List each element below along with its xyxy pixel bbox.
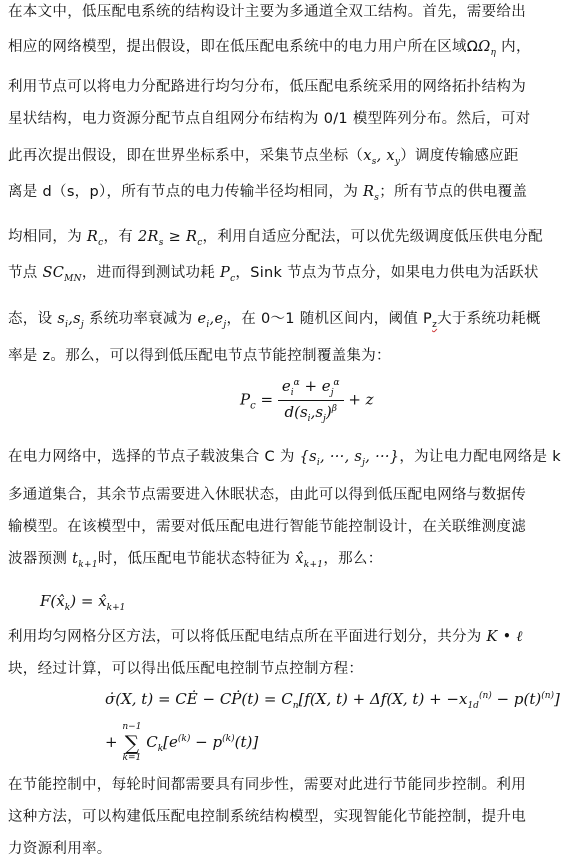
- paragraph-line: 利用节点可以将电力分配路进行均匀分布，低压配电系统采用的网络拓扑结构为: [8, 79, 526, 95]
- math-symbol: {$s_i$, ···, $s_j$, ···}: [299, 449, 400, 468]
- line-text: 系统功率衰减为: [88, 311, 193, 327]
- paragraph-line: 力资源利用率。: [8, 841, 112, 857]
- line-text: 波器预测: [8, 551, 68, 567]
- math-symbol: $\Omega_\eta$: [478, 39, 497, 58]
- paragraph-line: [8, 447, 561, 473]
- math-symbol: $x̂_{k+1}$: [295, 551, 324, 570]
- math-symbol: $x_s$, $x_y$: [363, 148, 401, 167]
- line-text: 在电力网络中，选择的节点子载波集合 C 为: [8, 449, 295, 465]
- paragraph-line: [8, 627, 523, 647]
- paragraph-line: 多通道集合，其余节点需要进入休眠状态，由此可以得到低压配电网络与数据传: [8, 487, 526, 503]
- paragraph-line: [8, 37, 531, 63]
- math-symbol: $SC_{MN}$: [42, 265, 82, 284]
- line-text: 利用均匀网格分区方法，可以将低压配电结点所在平面进行划分，共分为: [8, 629, 482, 645]
- math-symbol: K • ℓ: [486, 629, 523, 645]
- formula-pc: $P_c$ = $\frac{e_i^\alpha + e_j^\alpha}{d(s_i,s_j)^\beta}$ + z: [240, 377, 374, 424]
- paragraph-line: 在节能控制中，每轮时间都需要具有同步性，需要对此进行节能同步控制。利用: [8, 777, 526, 793]
- line-text: 态，设: [8, 311, 53, 327]
- line-text: ，在 0～1 随机区间内，阈值 P: [226, 311, 433, 327]
- formula-f: $F(x̂_k)$ = $x̂_{k+1}$: [40, 592, 126, 613]
- line-text: ，利用自适应分配法，可以优先级调度低压供电分配: [202, 229, 543, 245]
- paragraph-line: [8, 227, 543, 253]
- paragraph-line: [8, 146, 519, 172]
- math-symbol: $2R_s \ge R_c$: [138, 229, 203, 248]
- line-text: ）调度传输感应距: [400, 148, 519, 164]
- paragraph-line: 星状结构，电力资源分配节点自组网分布结构为 0/1 模型阵列分布。然后，可对: [8, 111, 531, 127]
- math-symbol: $R_c$: [86, 229, 104, 248]
- math-symbol: $R_s$: [363, 184, 380, 203]
- line-text: ；所有节点的供电覆盖: [379, 184, 528, 200]
- math-symbol: $s_i,s_j$: [57, 311, 85, 330]
- line-text: 此再次提出假设，即在世界坐标系中，采集节点坐标（: [8, 148, 364, 164]
- paragraph-line: [8, 182, 527, 208]
- math-symbol: $P_c$: [220, 265, 236, 284]
- line-text: ，进而得到测试功耗: [81, 265, 216, 281]
- line-text: 时，低压配电节能状态特征为: [97, 551, 291, 567]
- paragraph-line: [8, 263, 539, 289]
- line-text: 均相同，为: [8, 229, 82, 245]
- formula-control-line1: σ̇(X, t) = CĖ − CṖ(t) = $C_n[f(X$, t) + Δf(X, $t) + -x_{1d}^{(n)} - p(t)^{(n)}$]: [105, 690, 560, 711]
- paragraph-line: 输模型。在该模型中，需要对低压配电进行智能节能控制设计，在关联维测度滤: [8, 519, 526, 535]
- line-text: 相应的网络模型，提出假设，即在低压配电系统中的电力用户所在区域Ω: [8, 39, 479, 55]
- line-text: ，有: [103, 229, 134, 245]
- formula-control-line2: + n−1 ∑ k=1 $C_k[e^{(k)} - p^{(k)}(t)]$: [105, 722, 259, 763]
- line-text: ，Sink 节点为节点分，如果电力供电为活跃状: [235, 265, 539, 281]
- math-symbol: $t_{k+1}$: [72, 551, 98, 570]
- math-symbol: $e_i,e_j$: [197, 311, 227, 330]
- math-symbol: z: [432, 319, 438, 330]
- line-text: 节点: [8, 265, 38, 281]
- line-text: ，那么：: [323, 551, 383, 567]
- line-text: ，为让电力配电网络是 k: [399, 449, 561, 465]
- paragraph-line: 块，经过计算，可以得出低压配电控制节点控制方程：: [8, 661, 364, 677]
- paragraph-line: 在本文中，低压配电系统的结构设计主要为多通道全双工结构。首先，需要给出: [8, 4, 526, 20]
- paragraph-line: 这种方法，可以构建低压配电控制系统结构模型，实现智能化节能控制，提升电: [8, 809, 526, 825]
- line-text: 离是 d（s，p），所有节点的电力传输半径均相同，为: [8, 184, 359, 200]
- paragraph-line: [8, 309, 541, 335]
- line-text: 内，: [501, 39, 531, 55]
- paragraph-line: [8, 549, 383, 575]
- paragraph-line: 率是 z。那么，可以得到低压配电节点节能控制覆盖集为：: [8, 348, 391, 364]
- line-text: 大于系统功耗概: [437, 311, 541, 327]
